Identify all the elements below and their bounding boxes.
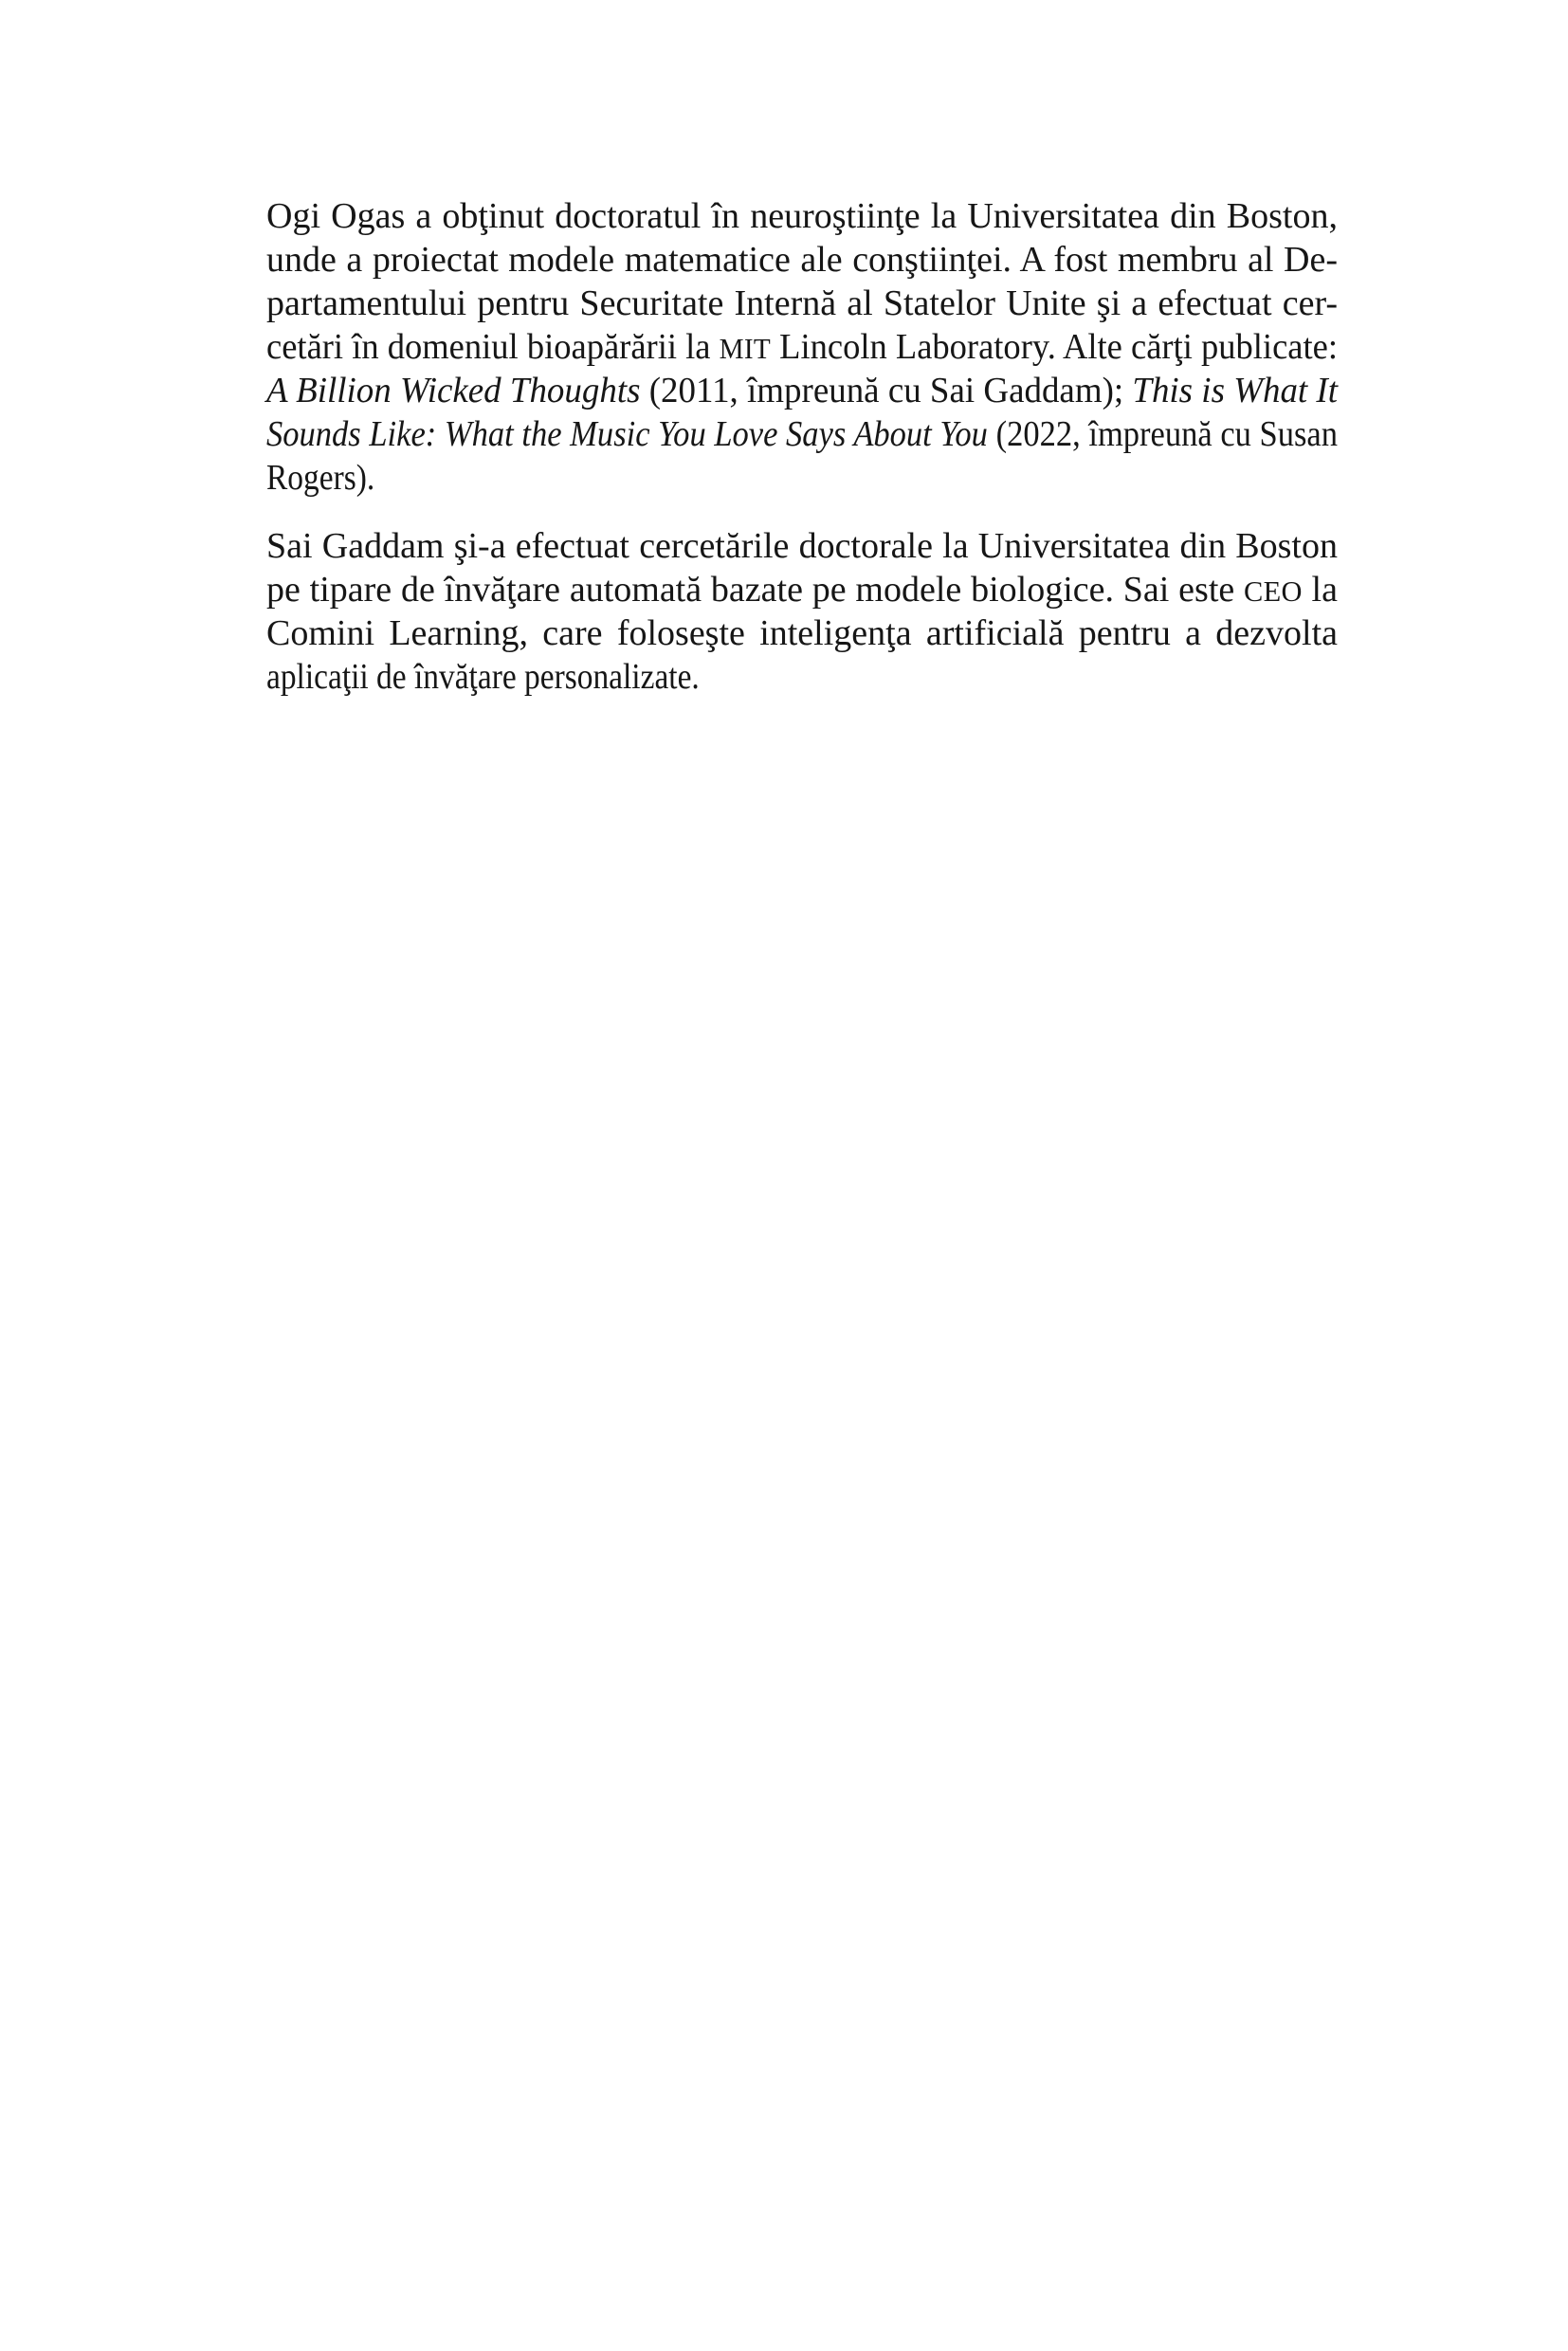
paragraph-ogi-ogas-bio <box>266 194 1338 500</box>
text-segment: la <box>1302 570 1338 610</box>
text-segment: Comini Learning, care foloseşte inteligenţa artificială pentru a dezvolta <box>266 613 1338 653</box>
text-line <box>266 524 1338 568</box>
text-segment-italic: A Billion Wicked Thoughts <box>266 371 641 410</box>
line-content <box>266 655 700 699</box>
line-content <box>266 194 1338 238</box>
text-segment: Sai Gaddam şi-a efectuat cercetările doctorale la Universitatea din Boston <box>266 526 1338 566</box>
text-segment: partamentului pentru Securitate Internă al Statelor Unite şi a efectuat cer- <box>266 283 1338 323</box>
line-content <box>266 325 1338 371</box>
text-segment: Ogi Ogas a obţinut doctoratul în neuroştiinţe la Universitatea din Boston, <box>266 196 1338 236</box>
text-segment: Rogers). <box>266 458 375 498</box>
text-segment: Lincoln Laboratory. Alte cărţi publicate: <box>771 327 1338 367</box>
text-segment: unde a proiectat modele matematice ale conştiinţei. A fost membru al De- <box>266 240 1338 280</box>
text-line <box>266 369 1338 412</box>
text-line <box>266 412 1338 456</box>
text-segment: (2022, împreună cu Susan <box>987 414 1338 454</box>
line-content <box>266 456 374 500</box>
text-segment-italic: This is What It <box>1132 371 1338 410</box>
text-segment: cetări în domeniul bioapărării la <box>266 327 720 367</box>
line-content <box>266 369 1338 412</box>
text-line <box>266 568 1338 611</box>
text-segment: aplicaţii de învăţare personalizate. <box>266 657 700 697</box>
text-segment: pe tipare de învăţare automată bazate pe modele biologice. Sai este <box>266 570 1245 610</box>
paragraph-sai-gaddam-bio <box>266 524 1338 699</box>
text-line <box>266 282 1338 325</box>
text-line <box>266 325 1338 369</box>
text-line <box>266 611 1338 655</box>
line-content <box>266 611 1338 655</box>
text-line <box>266 194 1338 238</box>
text-segment-smallcaps: CEO <box>1244 575 1303 608</box>
line-content <box>266 238 1338 282</box>
text-segment-smallcaps: MIT <box>719 333 772 365</box>
line-content <box>266 568 1338 613</box>
text-line <box>266 655 1338 699</box>
author-bio-text <box>266 194 1338 723</box>
line-content <box>266 412 1338 456</box>
text-line <box>266 456 1338 500</box>
line-content <box>266 282 1338 325</box>
text-segment: (2011, împreună cu Sai Gaddam); <box>640 371 1133 410</box>
text-line <box>266 238 1338 282</box>
line-content <box>266 524 1338 568</box>
text-segment-italic: Sounds Like: What the Music You Love Says About You <box>266 414 988 454</box>
